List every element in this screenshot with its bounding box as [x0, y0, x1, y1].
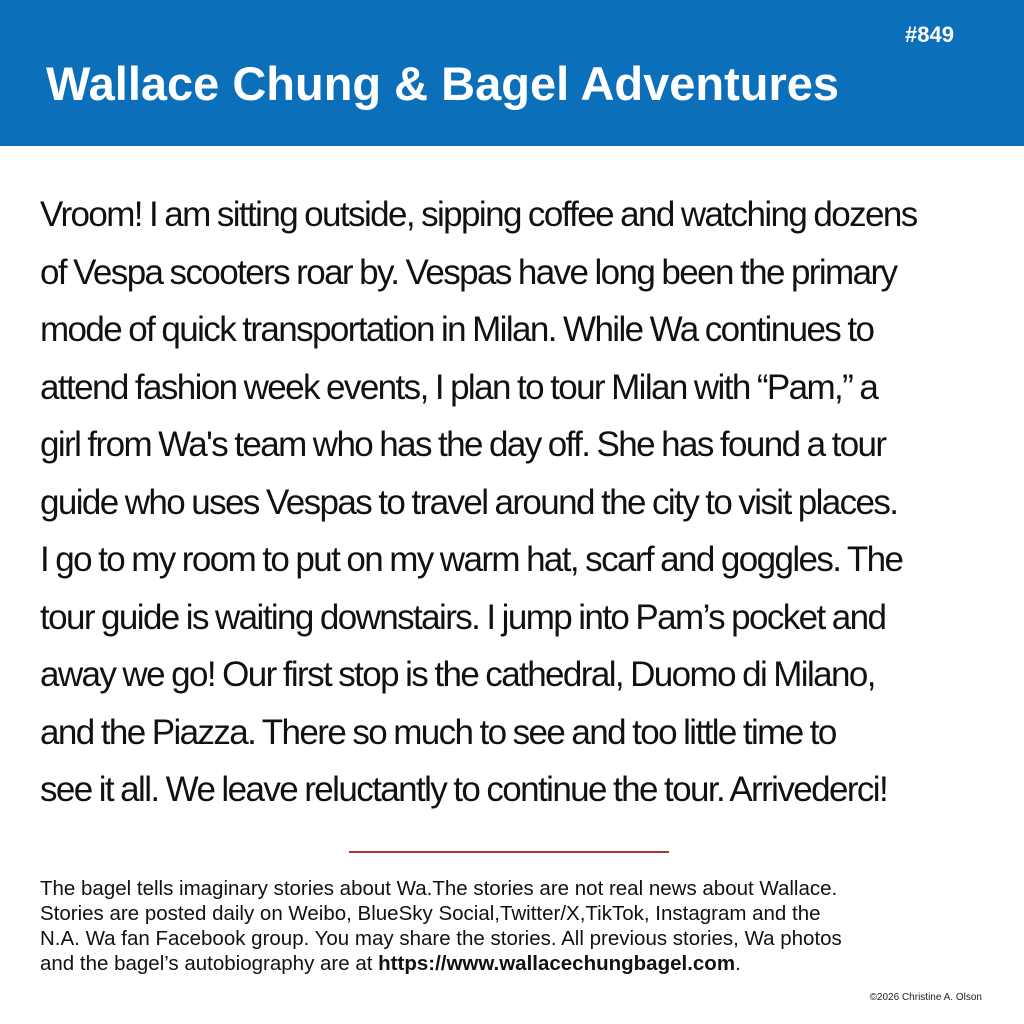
divider-line — [349, 851, 669, 853]
page-title: Wallace Chung & Bagel Adventures — [46, 57, 840, 110]
story-line: away we go! Our first stop is the cathedral, Duomo di Milano, — [40, 655, 875, 694]
story-line: tour guide is waiting downstairs. I jump into Pam’s pocket and — [40, 597, 886, 637]
footer-line-prefix: and the bagel’s autobiography are at — [40, 952, 379, 975]
story-line: girl from Wa's team who has the day off. She has found a tour — [40, 425, 886, 464]
footer-line-website — [40, 951, 1000, 976]
footer-line: N.A. Wa fan Facebook group. You may share the stories. All previous stories, Wa photos — [40, 927, 842, 950]
copyright-notice: ©2026 Christine A. Olson — [869, 992, 982, 1003]
story-line: see it all. We leave reluctantly to continue the tour. Arrivederci! — [40, 770, 888, 809]
header-banner — [0, 0, 1024, 146]
issue-number: #849 — [905, 22, 954, 47]
website-link[interactable]: https://www.wallacechungbagel.com — [378, 952, 736, 975]
story-line: of Vespa scooters roar by. Vespas have long been the primary — [40, 252, 897, 292]
story-line: mode of quick transportation in Milan. While Wa continues to — [40, 310, 874, 349]
story-text — [40, 186, 1002, 819]
footer-line: Stories are posted daily on Weibo, BlueSky Social,Twitter/X,TikTok, Instagram and the — [40, 902, 821, 925]
story-line: attend fashion week events, I plan to tour Milan with “Pam,” a — [40, 367, 878, 407]
footer-disclaimer — [40, 876, 1000, 976]
footer-line: The bagel tells imaginary stories about Wa.The stories are not real news about Wallace. — [40, 877, 838, 900]
story-line: and the Piazza. There so much to see and too little time to — [40, 712, 836, 752]
footer-line-suffix: . — [735, 952, 741, 975]
story-line: guide who uses Vespas to travel around the city to visit places. — [40, 482, 898, 522]
story-line: I go to my room to put on my warm hat, scarf and goggles. The — [40, 540, 903, 579]
story-line: Vroom! I am sitting outside, sipping coffee and watching dozens — [40, 195, 917, 234]
